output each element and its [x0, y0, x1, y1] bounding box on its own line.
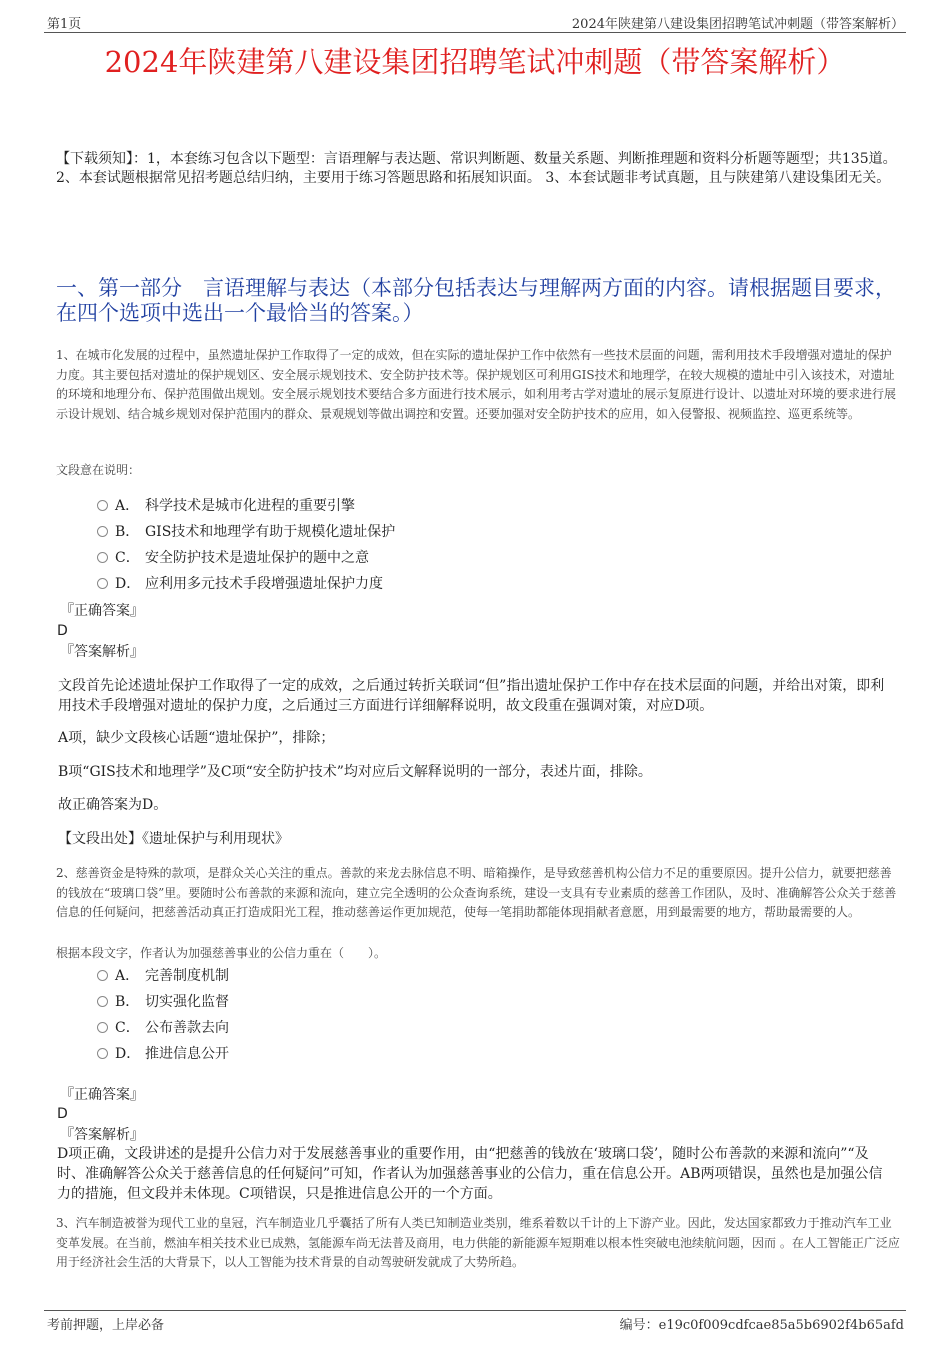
q1-analysis-paragraph: 故正确答案为D。 [58, 797, 168, 813]
q1-answer-label: 『正确答案』 [60, 603, 144, 619]
page-title: 2024年陕建第八建设集团招聘笔试冲刺题（带答案解析） [104, 45, 846, 79]
footer-doc-id: 编号：e19c0f009cdfcae85a5b6902f4b65afd [619, 1318, 904, 1333]
option-letter: C． [115, 1020, 140, 1036]
option-letter: D． [115, 1046, 141, 1062]
q2-analysis-paragraph: D项正确，文段讲述的是提升公信力对于发展慈善事业的重要作用，由“把慈善的钱放在‘玻璃口袋’，随时公布善款的来源和流向”“及时、准确解答公众关于慈善信息的任何疑问”可知，作者认为加强慈善事业的公信力，重在信息公开。AB两项错误，虽然也是加强公信力的措施，但文段并未体现。C项错误，只是推进信息公开的一个方面。 [57, 1146, 883, 1202]
radio-icon[interactable] [97, 578, 108, 589]
q1-option-b[interactable] [97, 522, 395, 542]
footer-slogan: 考前押题，上岸必备 [47, 1318, 165, 1333]
option-letter: B． [115, 524, 140, 540]
radio-icon[interactable] [97, 970, 108, 981]
page-number: 第1页 [47, 17, 82, 32]
option-text: GIS技术和地理学有助于规模化遗址保护 [145, 524, 396, 540]
option-letter: A． [115, 498, 140, 514]
option-letter: B． [115, 994, 140, 1010]
q2-answer: D [57, 1106, 68, 1122]
section-heading: 一、第一部分 言语理解与表达（本部分包括表达与理解两方面的内容。请根据题目要求，在四个选项中选出一个最恰当的答案。） [56, 276, 896, 325]
q1-analysis-paragraph: A项，缺少文段核心话题“遗址保护”，排除； [58, 730, 335, 746]
q2-option-b[interactable] [97, 992, 229, 1012]
q2-answer-label: 『正确答案』 [60, 1087, 144, 1103]
running-header-title: 2024年陕建第八建设集团招聘笔试冲刺题（带答案解析） [571, 17, 904, 32]
option-text: 完善制度机制 [145, 968, 229, 984]
option-letter: D． [115, 576, 141, 592]
option-text: 公布善款去向 [145, 1020, 229, 1036]
radio-icon[interactable] [97, 996, 108, 1007]
q1-analysis-paragraph: B项“GIS技术和地理学”及C项“安全防护技术”均对应后文解释说明的一部分，表述片面，排除。 [58, 764, 652, 780]
q1-analysis-paragraph: 文段首先论述遗址保护工作取得了一定的成效，之后通过转折关联词“但”指出遗址保护工作中存在技术层面的问题，并给出对策，即利用技术手段增强对遗址的保护力度，之后通过三方面进行详细解释说明，故文段重在强调对策，对应D项。 [58, 678, 885, 714]
q2-option-c[interactable] [97, 1018, 229, 1038]
footer-divider [44, 1310, 906, 1311]
question-3-text: 3、汽车制造被誉为现代工业的皇冠，汽车制造业几乎囊括了所有人类已知制造业类别，维系着数以千计的上下游产业。因此，发达国家都致力于推动汽车工业变革发展。在当前，燃油车相关技术业已成熟，氢能源车尚无法普及商用，电力供能的新能源车短期难以根本性突破电池续航问题，因而 。在人工智能正广泛应用于经济社会生活的大背景下，以人工智能为技术背景的自动驾驶研发就成了大势所趋。 [56, 1216, 900, 1269]
radio-icon[interactable] [97, 526, 108, 537]
question-1-prompt: 文段意在说明： [56, 463, 141, 477]
q1-option-c[interactable] [97, 548, 369, 568]
q1-answer: D [57, 623, 68, 639]
header-divider [44, 32, 906, 33]
q1-analysis-label: 『答案解析』 [60, 644, 144, 660]
q2-analysis-label: 『答案解析』 [60, 1127, 144, 1143]
option-text: 安全防护技术是遗址保护的题中之意 [145, 550, 369, 566]
option-text: 切实强化监督 [145, 994, 229, 1010]
radio-icon[interactable] [97, 1022, 108, 1033]
download-notice: 【下载须知】：1，本套练习包含以下题型：言语理解与表达题、常识判断题、数量关系题、判断推理题和资料分析题等题型；共135道。 2、本套试题根据常见招考题总结归纳，主要用于练习答题思路和拓展知识面。 3、本套试题非考试真题，且与陕建第八建设集团无关。 [56, 151, 897, 186]
option-text: 科学技术是城市化进程的重要引擎 [145, 498, 355, 514]
q2-option-d[interactable] [97, 1044, 229, 1064]
radio-icon[interactable] [97, 1048, 108, 1059]
option-letter: C． [115, 550, 140, 566]
question-2-prompt: 根据本段文字，作者认为加强慈善事业的公信力重在（ ）。 [56, 946, 387, 960]
option-text: 应利用多元技术手段增强遗址保护力度 [145, 576, 383, 592]
q2-option-a[interactable] [97, 966, 229, 986]
q1-source: 【文段出处】《遗址保护与利用现状》 [58, 831, 289, 847]
question-2-text: 2、慈善资金是特殊的款项，是群众关心关注的重点。善款的来龙去脉信息不明、暗箱操作，是导致慈善机构公信力不足的重要原因。提升公信力，就要把慈善的钱放在“玻璃口袋”里。要随时公布善款的来源和流向，建立完全透明的公众查询系统，建设一支具有专业素质的慈善工作团队，及时、准确解答公众关于慈善信息的任何疑问，把慈善活动真正打造成阳光工程，推动慈善运作更加规范，使每一笔捐助都能体现捐献者意愿，用到最需要的地方，帮助最需要的人。 [56, 866, 897, 919]
q1-option-a[interactable] [97, 496, 355, 516]
radio-icon[interactable] [97, 500, 108, 511]
option-letter: A． [115, 968, 140, 984]
question-1-text: 1、在城市化发展的过程中，虽然遗址保护工作取得了一定的成效，但在实际的遗址保护工作中依然有一些技术层面的问题，需利用技术手段增强对遗址的保护力度。其主要包括对遗址的保护规划区、安全展示规划技术、安全防护技术等。保护规划区可利用GIS技术和地理学，在较大规模的遗址中引入该技术，对遗址的环境和地理分布、保护范围做出规划。安全展示规划技术要结合多方面进行技术展示，如利用考古学对遗址的展示复原进行设计、以遗址对环境的要求进行展示设计规划、结合城乡规划对保护范围内的群众、景观规划等做出调控和安置。还要加强对安全防护技术的应用，如入侵警报、视频监控、巡更系统等。 [56, 348, 897, 421]
q1-option-d[interactable] [97, 574, 383, 594]
radio-icon[interactable] [97, 552, 108, 563]
option-text: 推进信息公开 [145, 1046, 229, 1062]
